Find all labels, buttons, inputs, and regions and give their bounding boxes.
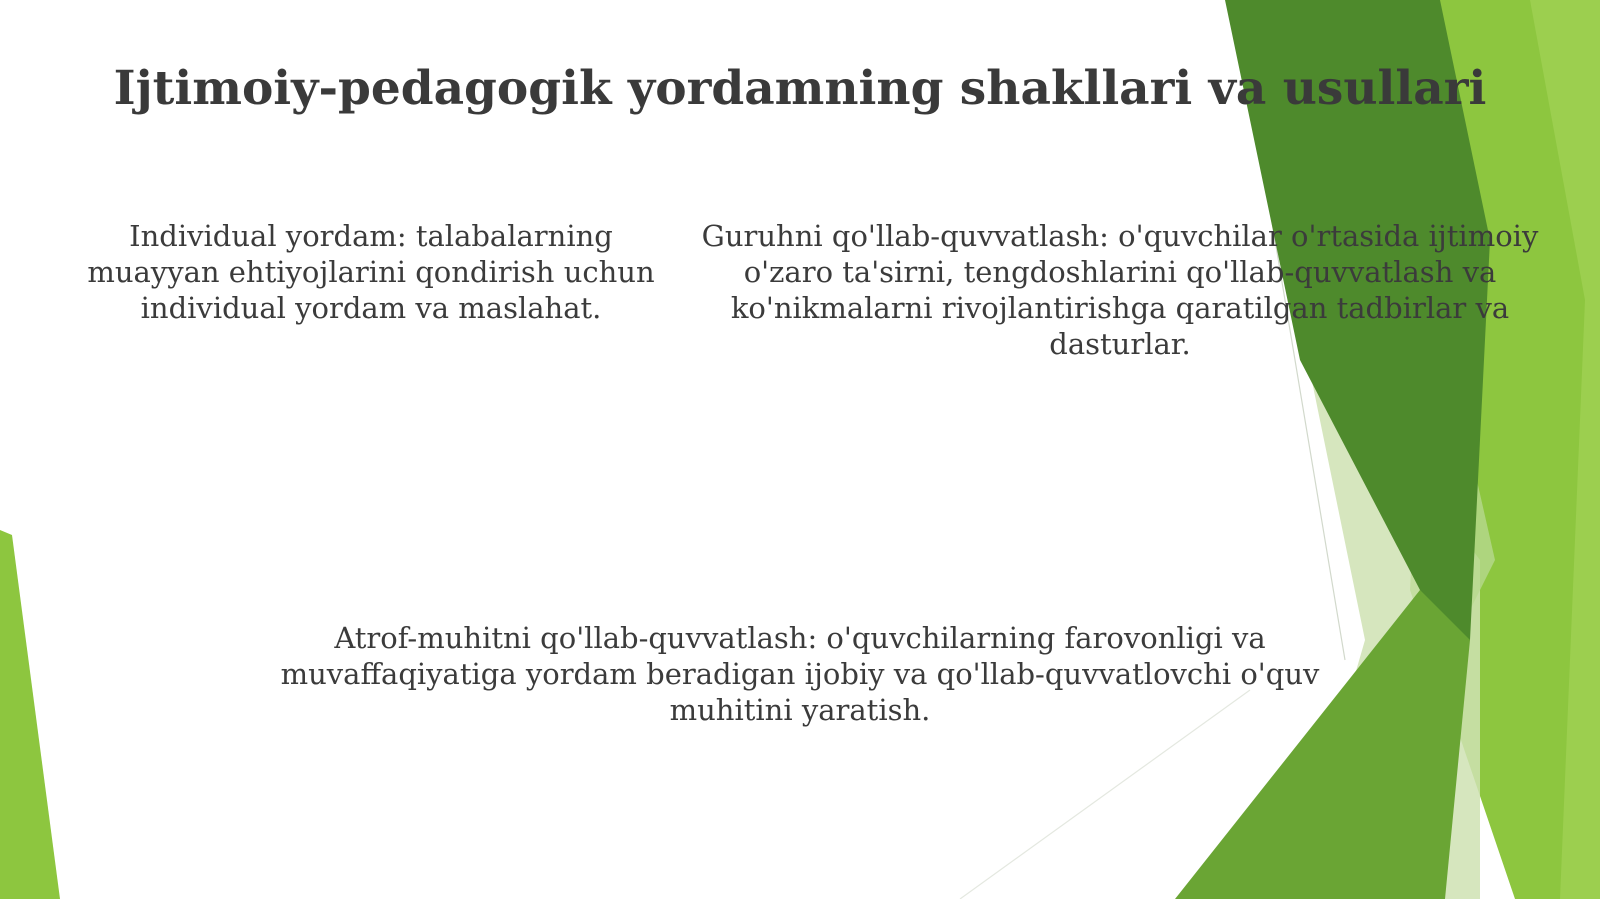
environment-support-text: Atrof-muhitni qo'llab-quvvatlash: o'quvchilarning farovonligi va muvaffaqiyatiga yordam beradigan ijobiy va qo'llab-quvvatlovchi o'quv muhitini yaratish. [280,621,1320,727]
individual-support-text: Individual yordam: talabalarning muayyan ehtiyojlarini qondirish uchun individual yordam va maslahat. [87,219,655,325]
group-support-text: Guruhni qo'llab-quvvatlash: o'quvchilar o'rtasida ijtimoiy o'zaro ta'sirni, tengdoshlarini qo'llab-quvvatlash va ko'nikmalarni rivojlantirishga qaratilgan tadbirlar va dasturlar. [701,219,1539,361]
slide-title: Ijtimoiy-pedagogik yordamning shakllari va usullari [113,61,1487,116]
